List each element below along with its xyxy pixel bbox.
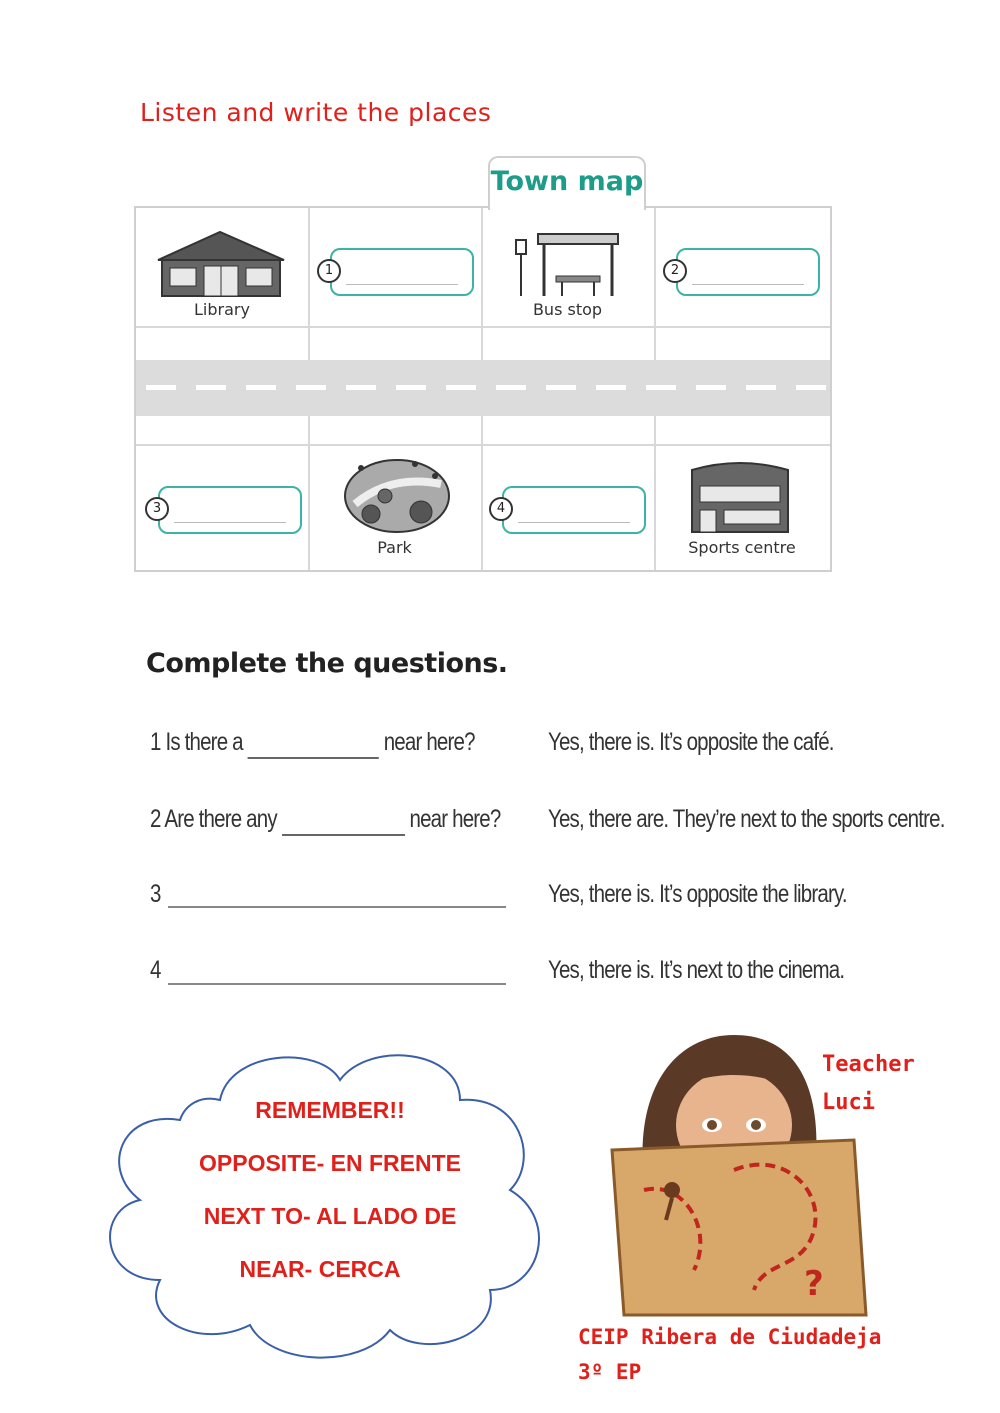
- sports-centre-label: Sports centre: [688, 538, 796, 557]
- answer-2: Yes, there are. They’re next to the sports centre.: [548, 805, 945, 833]
- library-icon: [156, 230, 286, 298]
- answer-4: Yes, there is. It’s next to the cinema.: [548, 956, 845, 984]
- teacher-name: Luci: [822, 1090, 875, 1115]
- reminder-title: REMEMBER!!: [255, 1097, 405, 1123]
- number-badge-4: 4: [489, 497, 513, 521]
- question-blank-1[interactable]: [248, 728, 379, 759]
- question-line-4[interactable]: [168, 983, 506, 985]
- bus-stop-label: Bus stop: [532, 300, 603, 319]
- park-label: Park: [377, 538, 412, 557]
- answer-input-4[interactable]: [502, 486, 646, 534]
- question-1: 1 Is there a near here?: [150, 728, 475, 759]
- question-3-number: 3: [150, 880, 161, 908]
- svg-text:?: ?: [804, 1264, 824, 1304]
- school-grade: 3º EP: [578, 1360, 642, 1384]
- answer-input-3[interactable]: [158, 486, 302, 534]
- map-title: Town map: [490, 166, 644, 197]
- answer-3: Yes, there is. It’s opposite the library.: [548, 880, 847, 908]
- question-2: 2 Are there any near here?: [150, 805, 500, 836]
- question-4-number: 4: [150, 956, 161, 984]
- question-line-3[interactable]: [168, 906, 506, 908]
- reminder-line-next-to: NEXT TO- AL LADO DE: [203, 1203, 457, 1229]
- map-tab: [488, 156, 646, 210]
- page-title: Listen and write the places: [140, 98, 492, 127]
- park-icon: [341, 454, 453, 536]
- number-badge-3: 3: [145, 497, 169, 521]
- question-blank-2[interactable]: [282, 805, 405, 836]
- number-badge-1: 1: [317, 259, 341, 283]
- teacher-title: Teacher: [822, 1052, 915, 1077]
- reminder-line-near: NEAR- CERCA: [239, 1256, 401, 1282]
- bus-stop-icon: [514, 230, 626, 300]
- number-badge-2: 2: [663, 259, 687, 283]
- library-label: Library: [194, 300, 250, 319]
- answer-1: Yes, there is. It’s opposite the café.: [548, 728, 834, 756]
- answer-input-1[interactable]: [330, 248, 474, 296]
- road: [136, 360, 830, 416]
- school-name: CEIP Ribera de Ciudadeja: [578, 1325, 882, 1349]
- questions-heading: Complete the questions.: [146, 648, 508, 679]
- reminder-line-opposite: OPPOSITE- EN FRENTE: [199, 1150, 461, 1176]
- answer-input-2[interactable]: [676, 248, 820, 296]
- sports-centre-icon: [690, 458, 790, 534]
- town-map: [134, 206, 832, 572]
